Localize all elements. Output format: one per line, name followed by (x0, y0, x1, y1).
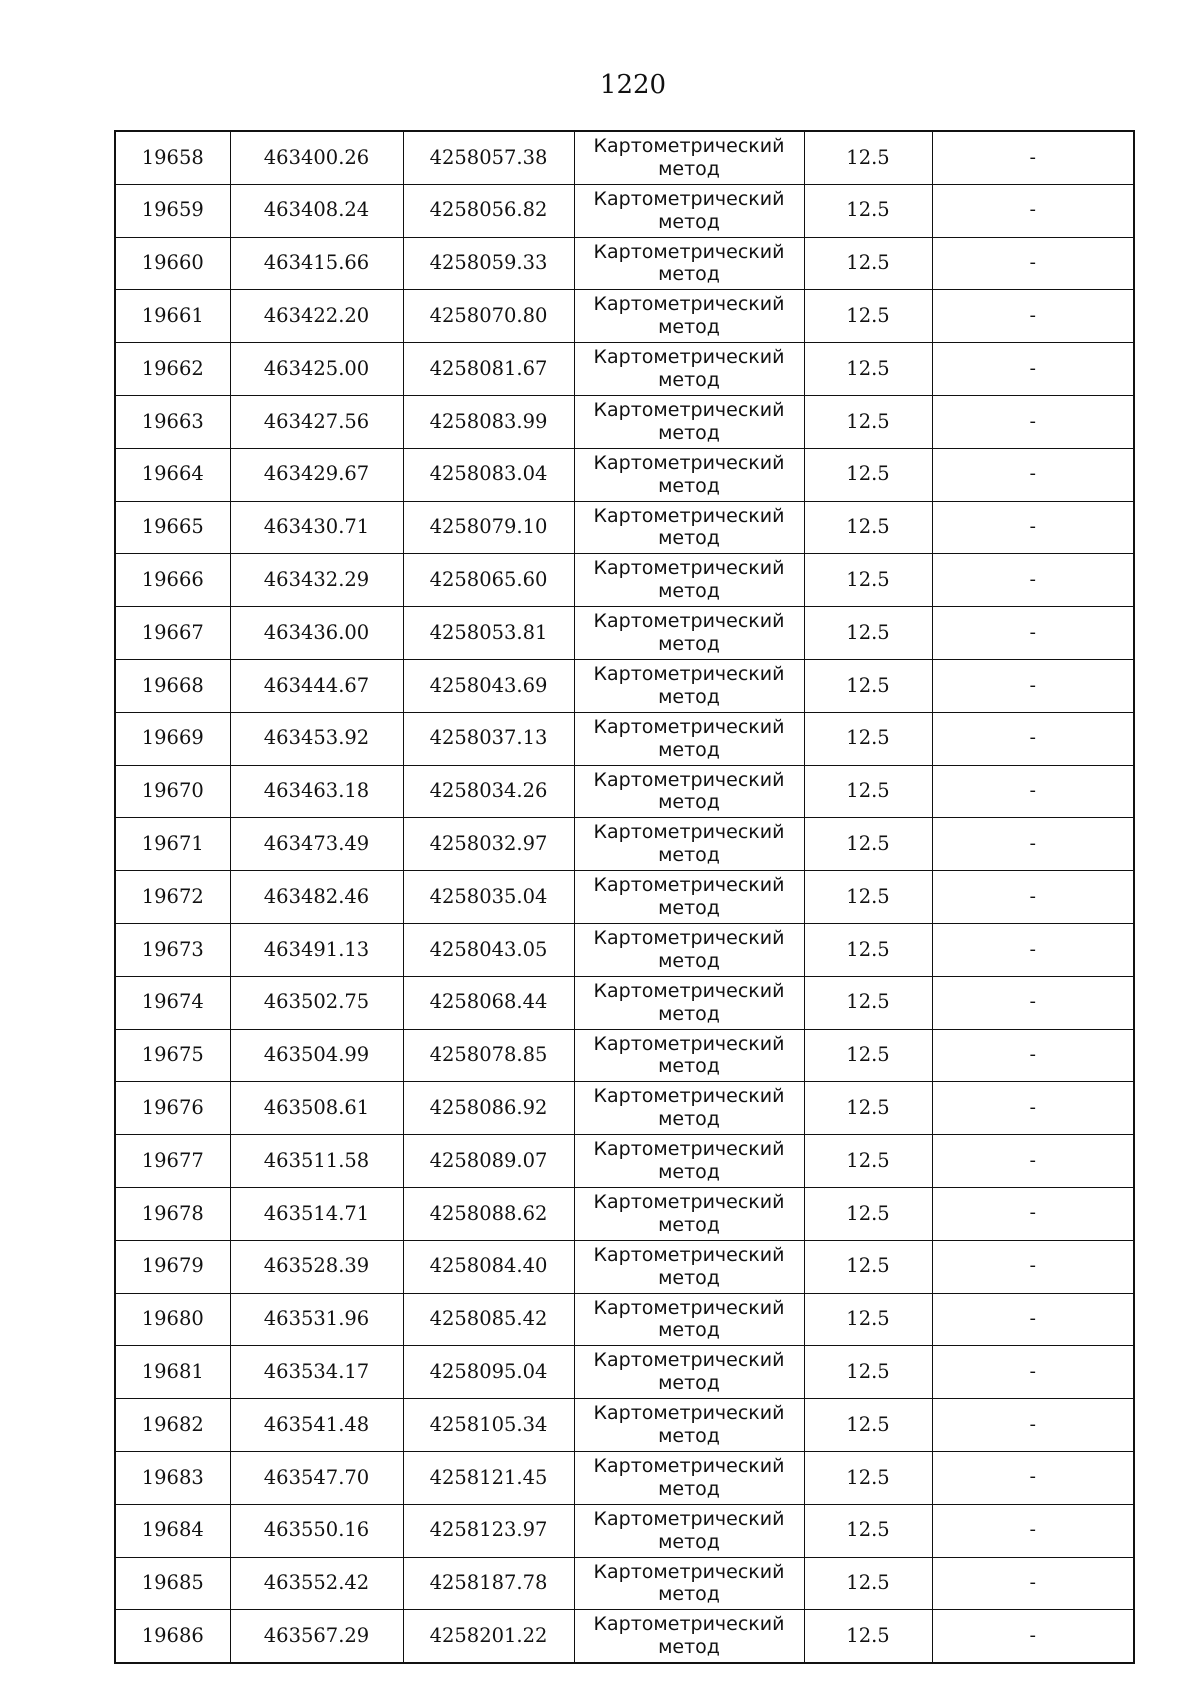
method-line2: метод (658, 738, 720, 761)
method-line1: Картометрический (593, 1613, 785, 1636)
precision-cell: 12.5 (804, 607, 932, 660)
precision-cell: 12.5 (804, 1240, 932, 1293)
y-coordinate-cell: 4258089.07 (403, 1135, 574, 1188)
method-line1: Картометрический (593, 1243, 785, 1266)
table-row (115, 1346, 1134, 1399)
method-line2: метод (658, 1266, 720, 1289)
table-row (115, 607, 1134, 660)
method-cell (574, 976, 804, 1029)
method-line2: метод (658, 580, 720, 603)
note-cell: - (932, 131, 1134, 184)
note-cell: - (932, 871, 1134, 924)
note-cell: - (932, 1557, 1134, 1610)
method-line1: Картометрический (593, 927, 785, 950)
precision-cell: 12.5 (804, 871, 932, 924)
x-coordinate-cell: 463473.49 (230, 818, 403, 871)
point-id-cell: 19680 (115, 1293, 230, 1346)
table-row (115, 1610, 1134, 1663)
precision-cell: 12.5 (804, 1399, 932, 1452)
table-row (115, 554, 1134, 607)
method-cell (574, 448, 804, 501)
table-row (115, 1451, 1134, 1504)
y-coordinate-cell: 4258085.42 (403, 1293, 574, 1346)
page-number: 1220 (599, 70, 667, 100)
method-line2: метод (658, 1425, 720, 1448)
method-line1: Картометрический (593, 1349, 785, 1372)
method-line2: метод (658, 633, 720, 656)
method-line2: метод (658, 369, 720, 392)
precision-cell: 12.5 (804, 1082, 932, 1135)
method-line1: Картометрический (593, 399, 785, 422)
precision-cell: 12.5 (804, 343, 932, 396)
note-cell: - (932, 765, 1134, 818)
x-coordinate-cell: 463444.67 (230, 659, 403, 712)
y-coordinate-cell: 4258043.69 (403, 659, 574, 712)
method-line2: метод (658, 791, 720, 814)
x-coordinate-cell: 463425.00 (230, 343, 403, 396)
table-row (115, 1293, 1134, 1346)
note-cell: - (932, 395, 1134, 448)
y-coordinate-cell: 4258059.33 (403, 237, 574, 290)
precision-cell: 12.5 (804, 237, 932, 290)
precision-cell: 12.5 (804, 1504, 932, 1557)
table-row (115, 1240, 1134, 1293)
point-id-cell: 19685 (115, 1557, 230, 1610)
method-cell (574, 871, 804, 924)
method-cell (574, 184, 804, 237)
point-id-cell: 19673 (115, 923, 230, 976)
note-cell: - (932, 343, 1134, 396)
y-coordinate-cell: 4258187.78 (403, 1557, 574, 1610)
table-row (115, 923, 1134, 976)
note-cell: - (932, 290, 1134, 343)
method-line1: Картометрический (593, 1138, 785, 1161)
table-row (115, 395, 1134, 448)
method-line2: метод (658, 1319, 720, 1342)
method-line2: метод (658, 210, 720, 233)
point-id-cell: 19670 (115, 765, 230, 818)
precision-cell: 12.5 (804, 1187, 932, 1240)
note-cell: - (932, 1346, 1134, 1399)
method-cell (574, 923, 804, 976)
y-coordinate-cell: 4258083.99 (403, 395, 574, 448)
y-coordinate-cell: 4258083.04 (403, 448, 574, 501)
note-cell: - (932, 1399, 1134, 1452)
method-cell (574, 1082, 804, 1135)
method-line1: Картометрический (593, 768, 785, 791)
note-cell: - (932, 1135, 1134, 1188)
table-row (115, 184, 1134, 237)
x-coordinate-cell: 463567.29 (230, 1610, 403, 1663)
y-coordinate-cell: 4258201.22 (403, 1610, 574, 1663)
note-cell: - (932, 1451, 1134, 1504)
coordinates-table-body (115, 131, 1134, 1663)
method-line1: Картометрический (593, 135, 785, 158)
method-cell (574, 343, 804, 396)
x-coordinate-cell: 463504.99 (230, 1029, 403, 1082)
point-id-cell: 19663 (115, 395, 230, 448)
table-row (115, 712, 1134, 765)
method-cell (574, 1399, 804, 1452)
point-id-cell: 19667 (115, 607, 230, 660)
note-cell: - (932, 184, 1134, 237)
method-cell (574, 1451, 804, 1504)
table-row (115, 1029, 1134, 1082)
point-id-cell: 19669 (115, 712, 230, 765)
point-id-cell: 19679 (115, 1240, 230, 1293)
y-coordinate-cell: 4258095.04 (403, 1346, 574, 1399)
method-cell (574, 765, 804, 818)
method-cell (574, 659, 804, 712)
method-cell (574, 1610, 804, 1663)
y-coordinate-cell: 4258056.82 (403, 184, 574, 237)
point-id-cell: 19678 (115, 1187, 230, 1240)
table-row (115, 290, 1134, 343)
method-line1: Картометрический (593, 451, 785, 474)
precision-cell: 12.5 (804, 1451, 932, 1504)
note-cell: - (932, 1187, 1134, 1240)
method-line1: Картометрический (593, 240, 785, 263)
precision-cell: 12.5 (804, 659, 932, 712)
precision-cell: 12.5 (804, 1293, 932, 1346)
point-id-cell: 19681 (115, 1346, 230, 1399)
method-cell (574, 1240, 804, 1293)
table-row (115, 1135, 1134, 1188)
method-line1: Картометрический (593, 715, 785, 738)
method-cell (574, 1557, 804, 1610)
x-coordinate-cell: 463534.17 (230, 1346, 403, 1399)
y-coordinate-cell: 4258105.34 (403, 1399, 574, 1452)
table-row (115, 237, 1134, 290)
method-cell (574, 554, 804, 607)
precision-cell: 12.5 (804, 712, 932, 765)
method-line1: Картометрический (593, 1455, 785, 1478)
x-coordinate-cell: 463415.66 (230, 237, 403, 290)
method-line2: метод (658, 527, 720, 550)
x-coordinate-cell: 463491.13 (230, 923, 403, 976)
method-line1: Картометрический (593, 1191, 785, 1214)
x-coordinate-cell: 463453.92 (230, 712, 403, 765)
y-coordinate-cell: 4258068.44 (403, 976, 574, 1029)
x-coordinate-cell: 463400.26 (230, 131, 403, 184)
table-row (115, 343, 1134, 396)
note-cell: - (932, 1610, 1134, 1663)
note-cell: - (932, 712, 1134, 765)
x-coordinate-cell: 463429.67 (230, 448, 403, 501)
method-line2: метод (658, 1055, 720, 1078)
point-id-cell: 19672 (115, 871, 230, 924)
y-coordinate-cell: 4258053.81 (403, 607, 574, 660)
table-row (115, 1187, 1134, 1240)
precision-cell: 12.5 (804, 818, 932, 871)
note-cell: - (932, 1240, 1134, 1293)
note-cell: - (932, 1082, 1134, 1135)
x-coordinate-cell: 463514.71 (230, 1187, 403, 1240)
method-line1: Картометрический (593, 821, 785, 844)
point-id-cell: 19677 (115, 1135, 230, 1188)
y-coordinate-cell: 4258084.40 (403, 1240, 574, 1293)
method-line2: метод (658, 1108, 720, 1131)
x-coordinate-cell: 463436.00 (230, 607, 403, 660)
method-cell (574, 607, 804, 660)
table-row (115, 871, 1134, 924)
method-line2: метод (658, 1636, 720, 1659)
x-coordinate-cell: 463550.16 (230, 1504, 403, 1557)
method-cell (574, 501, 804, 554)
method-cell (574, 712, 804, 765)
point-id-cell: 19671 (115, 818, 230, 871)
method-line2: метод (658, 685, 720, 708)
note-cell: - (932, 818, 1134, 871)
method-line1: Картометрический (593, 1560, 785, 1583)
method-line1: Картометрический (593, 1085, 785, 1108)
method-cell (574, 1135, 804, 1188)
point-id-cell: 19684 (115, 1504, 230, 1557)
precision-cell: 12.5 (804, 290, 932, 343)
table-row (115, 1557, 1134, 1610)
x-coordinate-cell: 463502.75 (230, 976, 403, 1029)
method-cell (574, 395, 804, 448)
point-id-cell: 19660 (115, 237, 230, 290)
y-coordinate-cell: 4258079.10 (403, 501, 574, 554)
x-coordinate-cell: 463547.70 (230, 1451, 403, 1504)
point-id-cell: 19664 (115, 448, 230, 501)
method-cell (574, 237, 804, 290)
table-row (115, 659, 1134, 712)
point-id-cell: 19668 (115, 659, 230, 712)
precision-cell: 12.5 (804, 923, 932, 976)
precision-cell: 12.5 (804, 501, 932, 554)
x-coordinate-cell: 463430.71 (230, 501, 403, 554)
point-id-cell: 19676 (115, 1082, 230, 1135)
x-coordinate-cell: 463531.96 (230, 1293, 403, 1346)
method-line2: метод (658, 1213, 720, 1236)
method-line1: Картометрический (593, 1032, 785, 1055)
method-line2: метод (658, 1477, 720, 1500)
note-cell: - (932, 237, 1134, 290)
point-id-cell: 19686 (115, 1610, 230, 1663)
table-row (115, 1399, 1134, 1452)
method-line1: Картометрический (593, 1402, 785, 1425)
y-coordinate-cell: 4258032.97 (403, 818, 574, 871)
note-cell: - (932, 554, 1134, 607)
y-coordinate-cell: 4258121.45 (403, 1451, 574, 1504)
precision-cell: 12.5 (804, 1610, 932, 1663)
point-id-cell: 19658 (115, 131, 230, 184)
method-cell (574, 818, 804, 871)
x-coordinate-cell: 463552.42 (230, 1557, 403, 1610)
precision-cell: 12.5 (804, 395, 932, 448)
method-line1: Картометрический (593, 187, 785, 210)
method-line2: метод (658, 474, 720, 497)
method-line1: Картометрический (593, 979, 785, 1002)
table-row (115, 131, 1134, 184)
coordinates-table (114, 130, 1135, 1664)
point-id-cell: 19659 (115, 184, 230, 237)
method-line2: метод (658, 949, 720, 972)
method-line1: Картометрический (593, 557, 785, 580)
y-coordinate-cell: 4258034.26 (403, 765, 574, 818)
point-id-cell: 19683 (115, 1451, 230, 1504)
table-row (115, 501, 1134, 554)
note-cell: - (932, 448, 1134, 501)
precision-cell: 12.5 (804, 1346, 932, 1399)
note-cell: - (932, 1029, 1134, 1082)
method-line2: метод (658, 157, 720, 180)
precision-cell: 12.5 (804, 554, 932, 607)
table-row (115, 448, 1134, 501)
method-line1: Картометрический (593, 1507, 785, 1530)
point-id-cell: 19674 (115, 976, 230, 1029)
y-coordinate-cell: 4258088.62 (403, 1187, 574, 1240)
y-coordinate-cell: 4258043.05 (403, 923, 574, 976)
precision-cell: 12.5 (804, 1135, 932, 1188)
point-id-cell: 19682 (115, 1399, 230, 1452)
point-id-cell: 19675 (115, 1029, 230, 1082)
x-coordinate-cell: 463463.18 (230, 765, 403, 818)
method-cell (574, 290, 804, 343)
x-coordinate-cell: 463482.46 (230, 871, 403, 924)
x-coordinate-cell: 463432.29 (230, 554, 403, 607)
y-coordinate-cell: 4258123.97 (403, 1504, 574, 1557)
method-cell (574, 1504, 804, 1557)
table-row (115, 1504, 1134, 1557)
note-cell: - (932, 659, 1134, 712)
x-coordinate-cell: 463511.58 (230, 1135, 403, 1188)
y-coordinate-cell: 4258065.60 (403, 554, 574, 607)
method-line2: метод (658, 1530, 720, 1553)
precision-cell: 12.5 (804, 976, 932, 1029)
method-line2: метод (658, 1583, 720, 1606)
method-line1: Картометрический (593, 504, 785, 527)
method-line1: Картометрический (593, 663, 785, 686)
method-line2: метод (658, 844, 720, 867)
y-coordinate-cell: 4258035.04 (403, 871, 574, 924)
point-id-cell: 19666 (115, 554, 230, 607)
method-line2: метод (658, 897, 720, 920)
y-coordinate-cell: 4258086.92 (403, 1082, 574, 1135)
precision-cell: 12.5 (804, 1029, 932, 1082)
x-coordinate-cell: 463528.39 (230, 1240, 403, 1293)
method-line1: Картометрический (593, 293, 785, 316)
method-cell (574, 1187, 804, 1240)
method-line1: Картометрический (593, 874, 785, 897)
y-coordinate-cell: 4258070.80 (403, 290, 574, 343)
point-id-cell: 19661 (115, 290, 230, 343)
method-cell (574, 1029, 804, 1082)
x-coordinate-cell: 463422.20 (230, 290, 403, 343)
method-line2: метод (658, 1002, 720, 1025)
note-cell: - (932, 923, 1134, 976)
table-row (115, 765, 1134, 818)
method-line2: метод (658, 263, 720, 286)
method-line2: метод (658, 1372, 720, 1395)
method-line1: Картометрический (593, 346, 785, 369)
note-cell: - (932, 1293, 1134, 1346)
precision-cell: 12.5 (804, 184, 932, 237)
note-cell: - (932, 607, 1134, 660)
method-cell (574, 131, 804, 184)
y-coordinate-cell: 4258081.67 (403, 343, 574, 396)
method-line2: метод (658, 316, 720, 339)
precision-cell: 12.5 (804, 131, 932, 184)
x-coordinate-cell: 463508.61 (230, 1082, 403, 1135)
note-cell: - (932, 1504, 1134, 1557)
table-row (115, 976, 1134, 1029)
method-line2: метод (658, 421, 720, 444)
precision-cell: 12.5 (804, 1557, 932, 1610)
point-id-cell: 19662 (115, 343, 230, 396)
y-coordinate-cell: 4258078.85 (403, 1029, 574, 1082)
x-coordinate-cell: 463427.56 (230, 395, 403, 448)
precision-cell: 12.5 (804, 765, 932, 818)
method-cell (574, 1346, 804, 1399)
method-line1: Картометрический (593, 610, 785, 633)
x-coordinate-cell: 463541.48 (230, 1399, 403, 1452)
y-coordinate-cell: 4258037.13 (403, 712, 574, 765)
point-id-cell: 19665 (115, 501, 230, 554)
table-row (115, 818, 1134, 871)
note-cell: - (932, 501, 1134, 554)
y-coordinate-cell: 4258057.38 (403, 131, 574, 184)
table-row (115, 1082, 1134, 1135)
note-cell: - (932, 976, 1134, 1029)
x-coordinate-cell: 463408.24 (230, 184, 403, 237)
method-line1: Картометрический (593, 1296, 785, 1319)
method-cell (574, 1293, 804, 1346)
method-line2: метод (658, 1161, 720, 1184)
precision-cell: 12.5 (804, 448, 932, 501)
